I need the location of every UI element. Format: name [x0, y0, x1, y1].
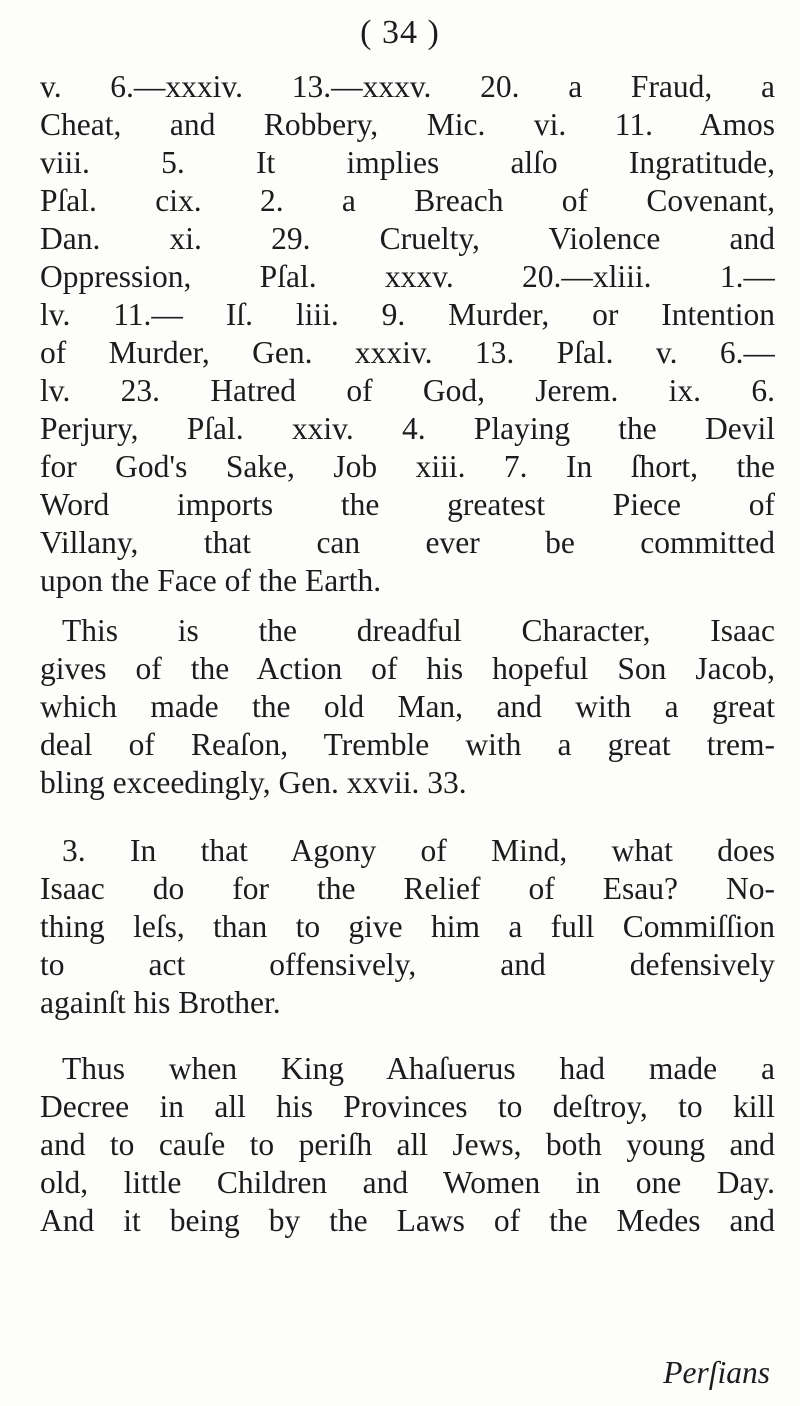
- text-line: Cheat, and Robbery, Mic. vi. 11. Amos: [40, 107, 775, 142]
- page-number: ( 34 ): [360, 14, 440, 51]
- text-line: lv. 11.— Iſ. liii. 9. Murder, or Intention: [40, 297, 775, 332]
- paragraph-2: [40, 612, 775, 802]
- text-line: Decree in all his Provinces to deſtroy, to kill: [40, 1089, 775, 1124]
- text-line: of Murder, Gen. xxxiv. 13. Pſal. v. 6.—: [40, 335, 775, 370]
- text-line: v. 6.—xxxiv. 13.—xxxv. 20. a Fraud, a: [40, 69, 775, 104]
- text-line: Dan. xi. 29. Cruelty, Violence and: [40, 221, 775, 256]
- text-line: which made the old Man, and with a great: [40, 689, 775, 724]
- text-line: viii. 5. It implies alſo Ingratitude,: [40, 145, 775, 180]
- text-line: gives of the Action of his hopeful Son Jacob,: [40, 651, 775, 686]
- text-line: againſt his Brother.: [40, 985, 281, 1020]
- catchword: Perſians: [663, 1355, 770, 1390]
- text-line: And it being by the Laws of the Medes and: [40, 1203, 775, 1238]
- text-line: Isaac do for the Relief of Esau? No-: [40, 871, 775, 906]
- text-line: Pſal. cix. 2. a Breach of Covenant,: [40, 183, 775, 218]
- text-line: Thus when King Ahaſuerus had made a: [62, 1051, 775, 1086]
- paragraph-4: [40, 1050, 775, 1240]
- text-line: Villany, that can ever be committed: [40, 525, 775, 560]
- text-line: deal of Reaſon, Tremble with a great trem-: [40, 727, 775, 762]
- text-line: for God's Sake, Job xiii. 7. In ſhort, the: [40, 449, 775, 484]
- text-line: This is the dreadful Character, Isaac: [62, 613, 775, 648]
- text-line: 3. In that Agony of Mind, what does: [62, 833, 775, 868]
- text-line: upon the Face of the Earth.: [40, 563, 382, 598]
- text-line: thing leſs, than to give him a full Commiſſion: [40, 909, 775, 944]
- text-line: to act offensively, and defensively: [40, 947, 775, 982]
- text-line: old, little Children and Women in one Day.: [40, 1165, 775, 1200]
- text-line: bling exceedingly, Gen. xxvii. 33.: [40, 765, 467, 800]
- text-line: lv. 23. Hatred of God, Jerem. ix. 6.: [40, 373, 775, 408]
- paragraph-1: [40, 68, 775, 600]
- text-line: Word imports the greatest Piece of: [40, 487, 775, 522]
- text-line: Oppression, Pſal. xxxv. 20.—xliii. 1.—: [40, 259, 775, 294]
- paragraph-3: [40, 832, 775, 1022]
- text-line: and to cauſe to periſh all Jews, both young and: [40, 1127, 775, 1162]
- text-line: Perjury, Pſal. xxiv. 4. Playing the Devil: [40, 411, 775, 446]
